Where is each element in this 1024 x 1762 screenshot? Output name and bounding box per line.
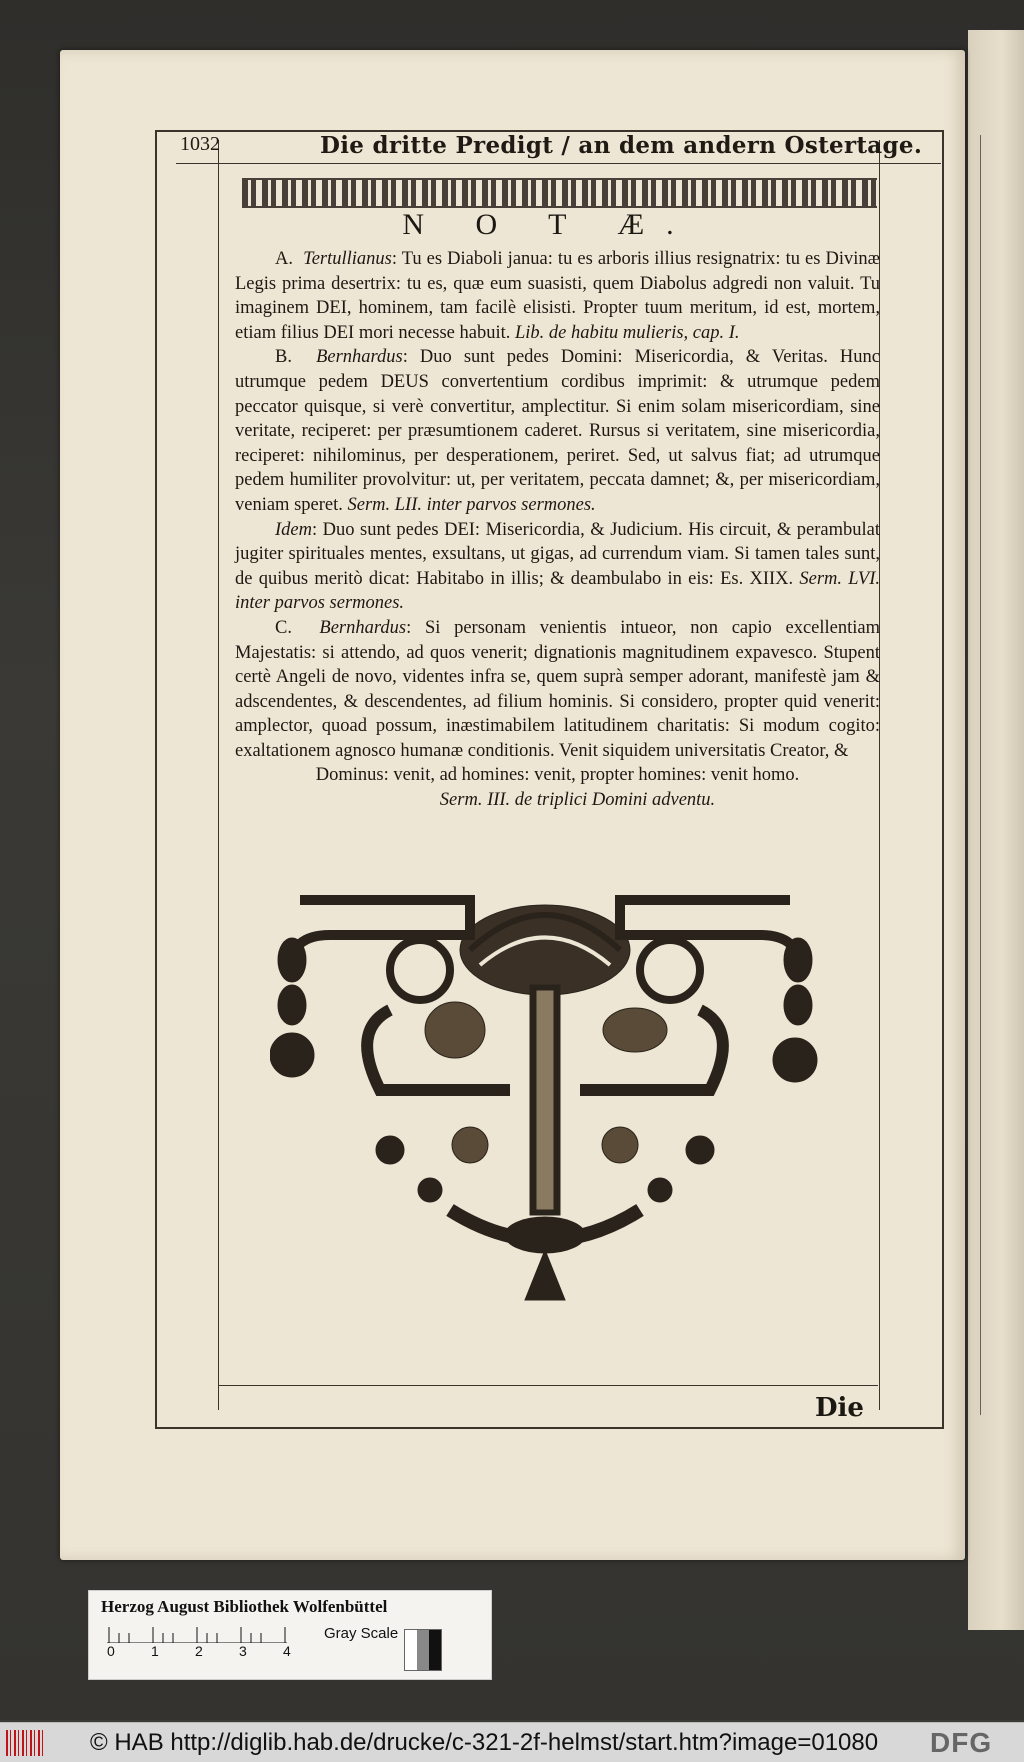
color-calibration-card [88, 1590, 492, 1680]
note-idem [235, 518, 880, 616]
note-b [235, 345, 880, 517]
note-c-last-line: Dominus: venit, ad homines: venit, propter homines: venit homo. [315, 765, 800, 786]
barcode-icon [6, 1730, 46, 1756]
note-a-text: : Tu es Diaboli janua: tu es arboris illius resignatrix: tu es Divinæ Legis prima desertrix: tu es, quæ eum suasisti, quem Diabolus adgredi non valuit. Tu imaginem DEI, hominem, tam facilè elisisti. Propter tuum meritum, id est, mortem, etiam filius DEI mori necesse habuit. [235, 249, 881, 343]
source-url[interactable]: © HAB http://diglib.hab.de/drucke/c-321-2f-helmst/start.htm?image=01080 [90, 1729, 879, 1756]
ruler-ticks-icon [107, 1627, 307, 1643]
ruler-tick-3: 3 [239, 1643, 247, 1659]
scale-ruler [107, 1627, 307, 1659]
note-idem-citation: Serm. LVI. inter parvos sermones. [235, 568, 880, 614]
library-name: Herzog August Bibliothek Wolfenbüttel [101, 1597, 388, 1616]
running-head: Die dritte Predigt / an dem andern Ostertage. [320, 132, 923, 159]
ruler-tick-1: 1 [151, 1643, 159, 1659]
ruler-tick-4: 4 [283, 1643, 291, 1659]
note-b-citation: Serm. LII. inter parvos sermones. [347, 494, 596, 515]
note-b-marker: B. [275, 347, 292, 368]
gray-scale-swatch [404, 1629, 442, 1671]
note-a [235, 247, 880, 345]
footer-bar [0, 1722, 1024, 1762]
note-a-marker: A. [275, 249, 293, 269]
notes-text [235, 247, 880, 813]
ruler-tick-0: 0 [107, 1643, 115, 1659]
note-a-citation: Lib. de habitu mulieris, cap. I. [515, 322, 740, 343]
ornamental-border-band [242, 178, 877, 208]
note-c-text: : Si personam venientis intueor, non capio excellentiam Majestatis: si attendo, ad quos venerit; dignationis magnitudinem expavesco. Stupent certè Angeli de novo, videntes infra se, quem suprà semper adorant, manifestè jam & adscendentes, & descendentes, ad filium hominis. Si considero, propter quid venerit: amplector, quoad possum, inæstimabilem latitudinem charitatis: Si modum cogito: exaltationem agnosco humanæ conditionis. Venit siquidem universitatis Creator, & [235, 617, 880, 761]
note-b-author: Bernhardus [316, 347, 403, 368]
facing-page-frame [980, 135, 1021, 1415]
note-idem-author: Idem [275, 519, 312, 540]
note-idem-text: : Duo sunt pedes DEI: Misericordia, & Judicium. His circuit, & perambulat jugiter spirituales mentes, exsultans, ut gigas, ad currendum viam. Si tamen tales sunt, de quibus meritò dicat: Habitabo in illis; & deambulabo in eis: Es. XIIX. [235, 519, 880, 589]
note-c-author: Bernhardus [319, 617, 407, 638]
dfg-logo: DFG [930, 1727, 993, 1758]
note-c [235, 616, 880, 764]
ruler-tick-2: 2 [195, 1643, 203, 1659]
catchword: Die [815, 1393, 864, 1423]
note-c-marker: C. [275, 617, 292, 638]
header-rule [176, 163, 941, 164]
tailpiece-ornament-image [270, 890, 820, 1310]
note-b-text: : Duo sunt pedes Domini: Misericordia, & Veritas. Hunc utrumque pedem DEUS convertentium cordibus imprimit: & utrumque pedem peccator quisque, si verè convertitur, amplectitur. Si enim solam misericordiam, sine veritate, reciperet: per præsumtionem caderet. Rursus si veritatem, sine misericordia, reciperet: nihilominus, per desperationem, periret. Sed, ut salvus fiat; ad utrumque pedem humiliter provolvitur: ut, per veritatem, peccata damnet; &, per misericordiam, veniam speret. [235, 347, 881, 515]
section-title: N O T Æ. [402, 208, 696, 241]
bottom-rule [218, 1385, 878, 1386]
page-number: 1032 [180, 133, 220, 155]
note-a-author: Tertullianus [303, 249, 392, 269]
gray-scale-label: Gray Scale [324, 1625, 399, 1642]
note-c-citation: Serm. III. de triplici Domini adventu. [439, 790, 716, 811]
